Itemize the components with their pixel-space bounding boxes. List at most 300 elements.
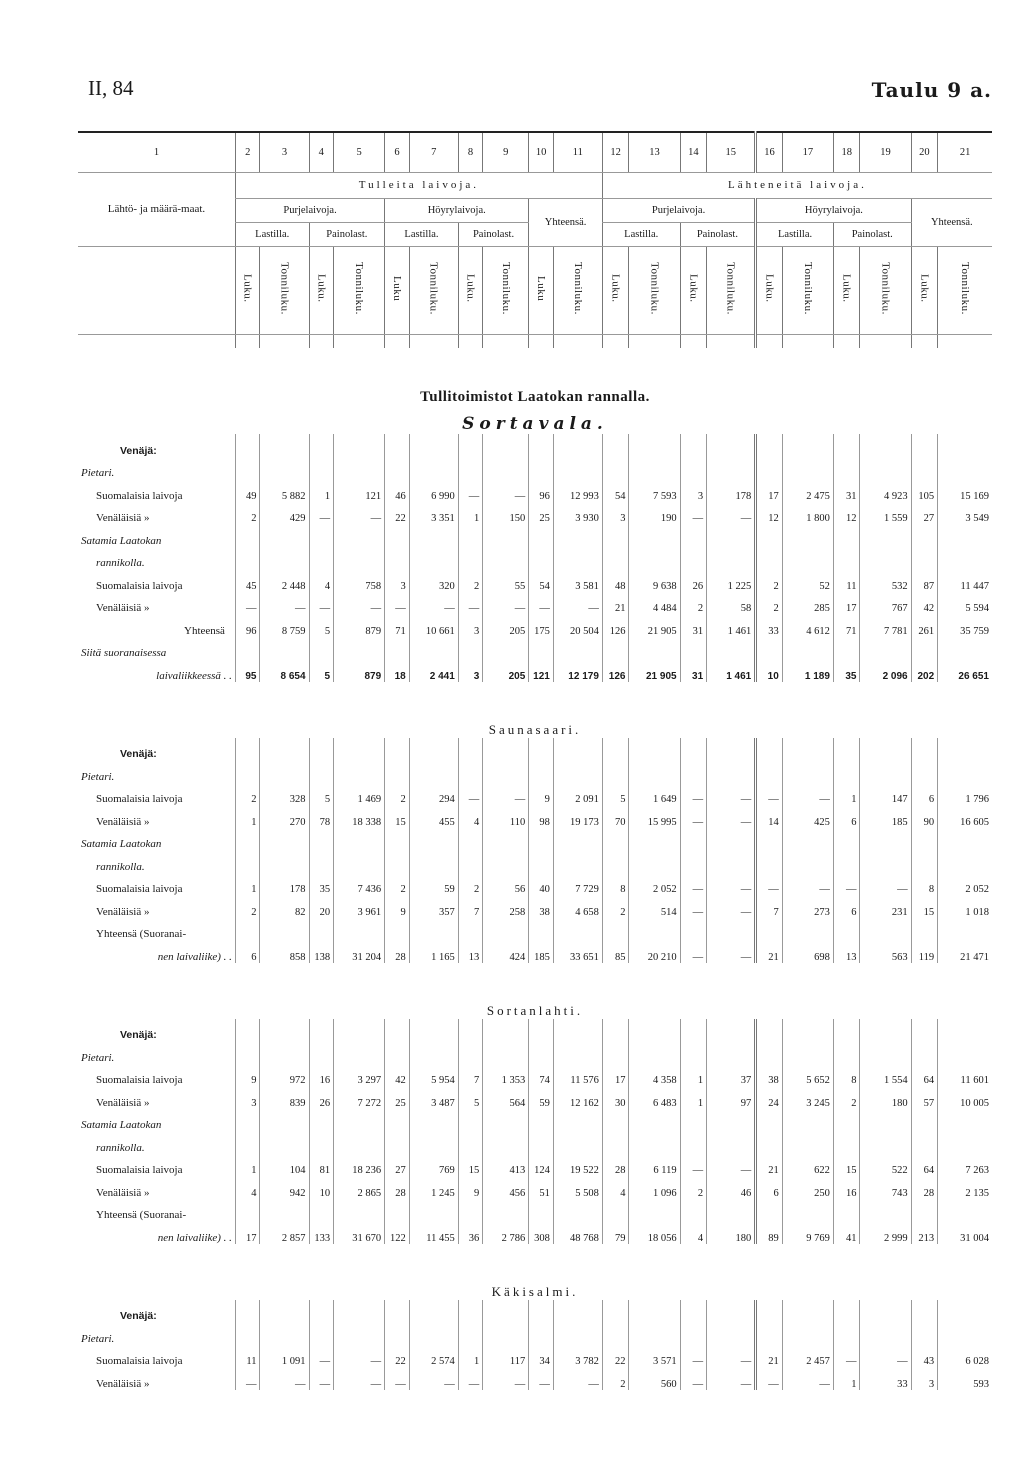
cell-value: — [260, 592, 309, 615]
row-label: Suomalaisia laivoja [96, 883, 183, 895]
tonniluku-header [938, 246, 992, 334]
column-number: 3 [260, 132, 309, 172]
cell-value [309, 1109, 334, 1132]
cell-value [938, 547, 992, 570]
cell-value: 31 204 [334, 940, 385, 963]
cell-value: 96 [529, 479, 554, 502]
cell-value: 9 [529, 783, 554, 806]
tulleita-header: Tulleita laivoja. [235, 172, 602, 198]
cell-value [260, 547, 309, 570]
cell-value [483, 828, 529, 851]
tonniluku-label: Tonniluku. [571, 262, 584, 315]
cell-value: 95 [235, 659, 260, 682]
cell-value: 357 [409, 895, 458, 918]
empty-value [756, 1322, 783, 1345]
tonniluku-header [334, 246, 385, 334]
cell-value: 22 [602, 1345, 629, 1368]
cell-value: 1 353 [483, 1064, 529, 1087]
cell-value [680, 918, 707, 941]
table-row [78, 783, 992, 806]
cell-value: 31 [833, 479, 860, 502]
cell-value [483, 850, 529, 873]
cell-value: 57 [911, 1086, 938, 1109]
cell-value: 180 [860, 1086, 911, 1109]
cell-value: — [680, 783, 707, 806]
cell-value: 7 [756, 895, 783, 918]
empty-value [385, 1300, 410, 1323]
empty-value [782, 1041, 833, 1064]
cell-value [458, 850, 483, 873]
cell-value: 33 651 [553, 940, 602, 963]
cell-value: — [756, 873, 783, 896]
city-label: Pietari. [81, 770, 115, 783]
table-row [78, 1345, 992, 1368]
statistics-table [78, 131, 992, 1390]
cell-value: 54 [602, 479, 629, 502]
cell-value: 20 210 [629, 940, 680, 963]
cell-value: 2 [680, 592, 707, 615]
cell-value: 16 605 [938, 805, 992, 828]
column-number: 4 [309, 132, 334, 172]
cell-value [911, 637, 938, 660]
cell-value [309, 1131, 334, 1154]
empty-value [938, 1300, 992, 1323]
cell-value [602, 1199, 629, 1222]
cell-value: 35 759 [938, 614, 992, 637]
empty-value [602, 1041, 629, 1064]
table-row [78, 1154, 992, 1177]
header-row-groups [78, 172, 992, 198]
cell-value [860, 1199, 911, 1222]
cell-value: 4 612 [782, 614, 833, 637]
empty-value [385, 1019, 410, 1042]
tick-cell [409, 334, 458, 348]
cell-value [309, 524, 334, 547]
empty-value [911, 760, 938, 783]
empty-value [680, 434, 707, 457]
luku-label: Luku. [609, 274, 622, 303]
cell-value: 51 [529, 1176, 554, 1199]
cell-value [409, 637, 458, 660]
cell-value: 26 [680, 569, 707, 592]
cell-value: 33 [756, 614, 783, 637]
cell-value: 180 [707, 1221, 756, 1244]
empty-value [833, 1300, 860, 1323]
cell-value: 3 581 [553, 569, 602, 592]
empty-value [334, 760, 385, 783]
cell-value: 205 [483, 614, 529, 637]
section-subtitle: Sortavala. [462, 414, 608, 434]
empty-value [860, 1300, 911, 1323]
tick-cell [680, 334, 707, 348]
tonniluku-label: Tonniluku. [959, 262, 972, 315]
empty-value [553, 760, 602, 783]
cell-value [334, 1109, 385, 1132]
cell-value: 2 475 [782, 479, 833, 502]
cell-value: — [680, 895, 707, 918]
cell-value: 3 297 [334, 1064, 385, 1087]
cell-value: 4 658 [553, 895, 602, 918]
empty-value [235, 434, 260, 457]
cell-value: 18 [385, 659, 410, 682]
empty-value [385, 457, 410, 480]
cell-value [529, 1199, 554, 1222]
city-label: Pietari. [81, 467, 115, 479]
city-label: Pietari. [81, 1332, 115, 1345]
row-label: Yhteensä [184, 624, 225, 637]
cell-value [235, 918, 260, 941]
cell-value: 42 [385, 1064, 410, 1087]
cell-value [385, 1109, 410, 1132]
table-row [78, 1176, 992, 1199]
row-label: rannikolla. [96, 1141, 145, 1154]
cell-value: 21 [602, 592, 629, 615]
cell-value [860, 1109, 911, 1132]
empty-value [833, 738, 860, 761]
data-row [78, 434, 992, 457]
cell-value [707, 1131, 756, 1154]
cell-value: 320 [409, 569, 458, 592]
cell-value [483, 547, 529, 570]
table-row [78, 805, 992, 828]
empty-value [483, 457, 529, 480]
cell-value [756, 828, 783, 851]
cell-value: — [483, 479, 529, 502]
luku-header [911, 246, 938, 334]
row-label: Yhteensä (Suoranai- [96, 928, 187, 940]
tick-cell [860, 334, 911, 348]
cell-value: 7 [458, 1064, 483, 1087]
empty-value [260, 434, 309, 457]
luku-label: Luku [535, 275, 548, 302]
empty-value [553, 434, 602, 457]
table-row [78, 1131, 992, 1154]
cell-value: — [309, 1345, 334, 1368]
luku-label: Luku [390, 275, 403, 302]
cell-value: 213 [911, 1221, 938, 1244]
luku-label: Luku. [687, 274, 700, 303]
section-subtitle-row [78, 1244, 992, 1300]
cell-value: 1 [680, 1064, 707, 1087]
cell-value: 2 [458, 873, 483, 896]
empty-value [385, 1322, 410, 1345]
table-row [78, 637, 992, 660]
cell-value: 21 [756, 940, 783, 963]
cell-value [782, 1109, 833, 1132]
empty-value [529, 457, 554, 480]
cell-value [483, 1199, 529, 1222]
cell-value: 3 930 [553, 502, 602, 525]
cell-value [260, 918, 309, 941]
cell-value [458, 637, 483, 660]
cell-value: 273 [782, 895, 833, 918]
column-number: 11 [553, 132, 602, 172]
cell-value [833, 637, 860, 660]
cell-value: 2 786 [483, 1221, 529, 1244]
cell-value: — [707, 940, 756, 963]
section-title: Tullitoimistot Laatokan rannalla. [420, 389, 650, 405]
cell-value: 5 508 [553, 1176, 602, 1199]
empty-value [483, 760, 529, 783]
cell-value [602, 918, 629, 941]
cell-value: — [483, 592, 529, 615]
cell-value: 425 [782, 805, 833, 828]
cell-value [385, 1131, 410, 1154]
cell-value: 121 [529, 659, 554, 682]
empty-value [602, 738, 629, 761]
cell-value [756, 547, 783, 570]
empty-value [309, 1300, 334, 1323]
column-number: 16 [756, 132, 783, 172]
luku-label: Luku. [918, 274, 931, 303]
table-row [78, 895, 992, 918]
cell-value: 36 [458, 1221, 483, 1244]
cell-value [553, 918, 602, 941]
cell-value [860, 524, 911, 547]
cell-value: 55 [483, 569, 529, 592]
cell-value: — [680, 805, 707, 828]
purjelaivoja-header: Purjelaivoja. [602, 198, 755, 222]
cell-value: 3 487 [409, 1086, 458, 1109]
cell-value [911, 850, 938, 873]
cell-value [756, 850, 783, 873]
table-header [78, 132, 992, 348]
cell-value: 2 448 [260, 569, 309, 592]
cell-value [529, 547, 554, 570]
table-row [78, 1064, 992, 1087]
cell-value: 28 [911, 1176, 938, 1199]
cell-value: 85 [602, 940, 629, 963]
luku-header [385, 246, 410, 334]
empty-value [938, 457, 992, 480]
country-label: Venäjä: [120, 1310, 157, 1322]
cell-value: 56 [483, 873, 529, 896]
row-label: Suomalaisia laivoja [96, 579, 183, 592]
empty-value [409, 1322, 458, 1345]
cell-value: 2 574 [409, 1345, 458, 1368]
cell-value: 413 [483, 1154, 529, 1177]
lastilla-header: Lastilla. [385, 222, 459, 246]
cell-value: 110 [483, 805, 529, 828]
cell-value: 560 [629, 1367, 680, 1390]
cell-value: 20 504 [553, 614, 602, 637]
painolast-header: Painolast. [680, 222, 756, 246]
cell-value: — [860, 1345, 911, 1368]
cell-value: 9 [235, 1064, 260, 1087]
row-label: Suomalaisia laivoja [96, 1074, 183, 1086]
cell-value: 17 [235, 1221, 260, 1244]
cell-value: 9 [458, 1176, 483, 1199]
cell-value: 25 [529, 502, 554, 525]
cell-value: 532 [860, 569, 911, 592]
lastilla-header: Lastilla. [235, 222, 309, 246]
empty-value [911, 738, 938, 761]
cell-value: 3 782 [553, 1345, 602, 1368]
cell-value: 12 [756, 502, 783, 525]
cell-value: — [707, 1154, 756, 1177]
cell-value: 2 [680, 1176, 707, 1199]
cell-value: 972 [260, 1064, 309, 1087]
cell-value: 6 990 [409, 479, 458, 502]
empty-value [756, 738, 783, 761]
cell-value [553, 1131, 602, 1154]
cell-value [458, 524, 483, 547]
table-row [78, 659, 992, 682]
cell-value: — [309, 1367, 334, 1390]
cell-value: 185 [860, 805, 911, 828]
cell-value: — [334, 1367, 385, 1390]
cell-value [334, 524, 385, 547]
section-subtitle: Sortanlahti. [486, 1002, 584, 1018]
cell-value: 6 [235, 940, 260, 963]
column-number: 8 [458, 132, 483, 172]
empty-value [334, 738, 385, 761]
cell-value [629, 547, 680, 570]
cell-value: 455 [409, 805, 458, 828]
tonniluku-label: Tonniluku. [499, 262, 512, 315]
cell-value [833, 828, 860, 851]
cell-value: 33 [860, 1367, 911, 1390]
cell-value: 328 [260, 783, 309, 806]
table-row [78, 1109, 992, 1132]
cell-value [860, 1131, 911, 1154]
luku-header [309, 246, 334, 334]
cell-value [782, 547, 833, 570]
cell-value [680, 1199, 707, 1222]
cell-value: — [458, 783, 483, 806]
cell-value: 21 [756, 1345, 783, 1368]
cell-value [707, 850, 756, 873]
tick-cell [458, 334, 483, 348]
cell-value: 1 [235, 873, 260, 896]
cell-value: 43 [911, 1345, 938, 1368]
empty-value [756, 760, 783, 783]
cell-value: 74 [529, 1064, 554, 1087]
luku-label: Luku. [241, 274, 254, 303]
cell-value: 105 [911, 479, 938, 502]
cell-value: 7 263 [938, 1154, 992, 1177]
cell-value: — [458, 1367, 483, 1390]
cell-value: 8 [833, 1064, 860, 1087]
cell-value [629, 1131, 680, 1154]
column-number: 15 [707, 132, 756, 172]
cell-value: 27 [911, 502, 938, 525]
cell-value: 261 [911, 614, 938, 637]
cell-value [782, 637, 833, 660]
cell-value: 3 [458, 659, 483, 682]
empty-value [860, 760, 911, 783]
cell-value: — [680, 940, 707, 963]
row-label: laivaliikkeessä . . [156, 669, 232, 682]
cell-value [385, 828, 410, 851]
empty-value [707, 1019, 756, 1042]
cell-value [409, 828, 458, 851]
cell-value: 839 [260, 1086, 309, 1109]
cell-value: 40 [529, 873, 554, 896]
empty-value [833, 1019, 860, 1042]
country-label: Venäjä: [120, 1029, 157, 1041]
table-row [78, 1199, 992, 1222]
cell-value: 15 [833, 1154, 860, 1177]
cell-value: 1 [458, 502, 483, 525]
cell-value [483, 637, 529, 660]
cell-value: 21 905 [629, 659, 680, 682]
cell-value: 79 [602, 1221, 629, 1244]
table-row [78, 1086, 992, 1109]
cell-value: 10 661 [409, 614, 458, 637]
cell-value: 270 [260, 805, 309, 828]
empty-value [602, 760, 629, 783]
header-row-ticks [78, 334, 992, 348]
empty-value [938, 434, 992, 457]
cell-value [782, 828, 833, 851]
cell-value: 7 781 [860, 614, 911, 637]
luku-header [833, 246, 860, 334]
cell-value [309, 637, 334, 660]
cell-value: 2 999 [860, 1221, 911, 1244]
luku-header [680, 246, 707, 334]
cell-value: 38 [529, 895, 554, 918]
cell-value: 205 [483, 659, 529, 682]
cell-value: 7 729 [553, 873, 602, 896]
cell-value: 758 [334, 569, 385, 592]
row-label: Suomalaisia laivoja [96, 793, 183, 805]
cell-value: 4 [680, 1221, 707, 1244]
luku-label: Luku. [464, 274, 477, 303]
cell-value [334, 637, 385, 660]
column-number: 20 [911, 132, 938, 172]
section-title-row [78, 348, 992, 406]
cell-value: 3 245 [782, 1086, 833, 1109]
empty-value [782, 738, 833, 761]
cell-value [938, 1109, 992, 1132]
empty-value [911, 1019, 938, 1042]
cell-value: 4 [309, 569, 334, 592]
cell-value [309, 828, 334, 851]
tonniluku-label: Tonniluku. [648, 262, 661, 315]
cell-value [458, 1109, 483, 1132]
cell-value: 1 [235, 805, 260, 828]
cell-value: 10 005 [938, 1086, 992, 1109]
cell-value: 12 993 [553, 479, 602, 502]
purjelaivoja-header: Purjelaivoja. [235, 198, 384, 222]
cell-value: 514 [629, 895, 680, 918]
empty-value [235, 1322, 260, 1345]
cell-value [629, 524, 680, 547]
cell-value [602, 547, 629, 570]
cell-value: 150 [483, 502, 529, 525]
table-row [78, 1367, 992, 1390]
cell-value: 104 [260, 1154, 309, 1177]
cell-value: 48 [602, 569, 629, 592]
cell-value: — [334, 1345, 385, 1368]
tonniluku-header [782, 246, 833, 334]
tick-cell [911, 334, 938, 348]
row-label: Suomalaisia laivoja [96, 489, 183, 502]
cell-value: 8 [602, 873, 629, 896]
empty-value [782, 434, 833, 457]
empty-value [629, 1041, 680, 1064]
cell-value: 4 358 [629, 1064, 680, 1087]
cell-value: 1 461 [707, 614, 756, 637]
data-row [78, 1019, 992, 1042]
empty-value [334, 1019, 385, 1042]
row-label: Yhteensä (Suoranai- [96, 1209, 187, 1221]
cell-value: 1 [833, 783, 860, 806]
cell-value: 14 [756, 805, 783, 828]
empty-value [602, 1300, 629, 1323]
cell-value: 81 [309, 1154, 334, 1177]
